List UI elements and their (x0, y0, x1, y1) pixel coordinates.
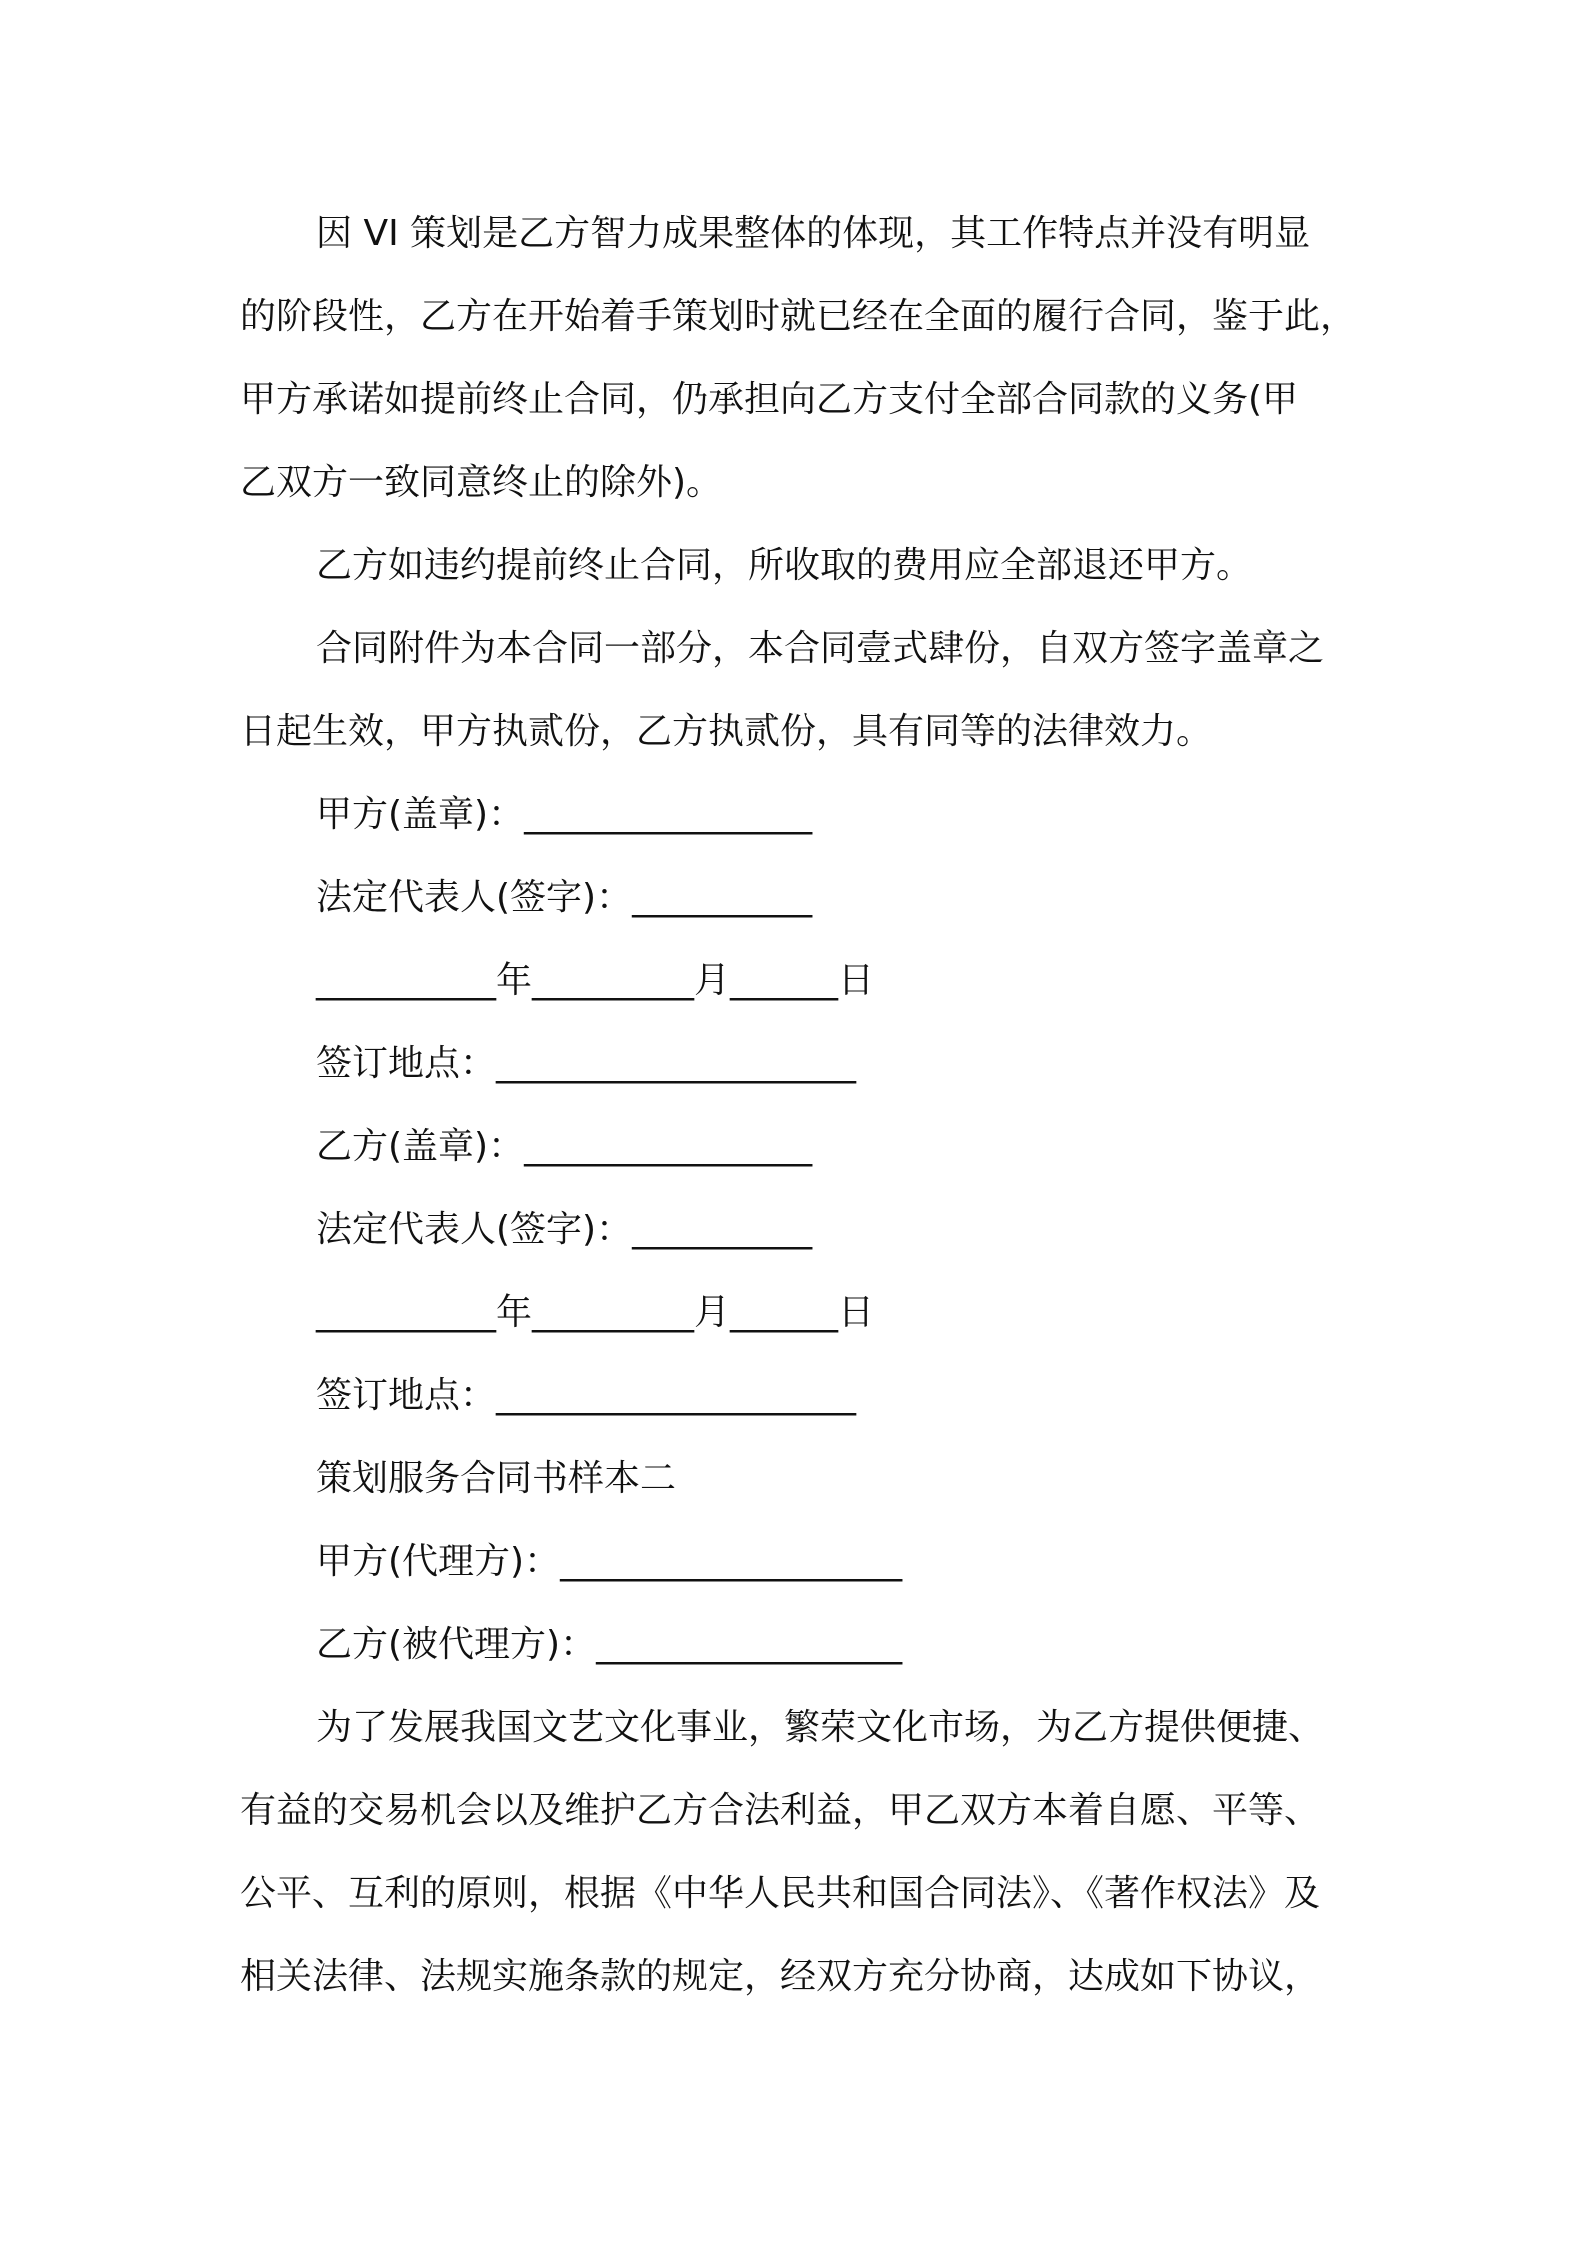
text-line: 公平、互利的原则，根据《中华人民共和国合同法》、《著作权法》及 (240, 1873, 1321, 1914)
date-field: __________年_________月______日 (316, 1292, 874, 1333)
section-title: 策划服务合同书样本二 (316, 1458, 677, 1499)
signature-field-representative: 法定代表人(签字)：__________ (316, 877, 813, 918)
text-line: 的阶段性，乙方在开始着手策划时就已经在全面的履行合同，鉴于此， (240, 296, 1357, 337)
text-line: 有益的交易机会以及维护乙方合法利益，甲乙双方本着自愿、平等、 (240, 1790, 1321, 1831)
text-line: 甲方承诺如提前终止合同，仍承担向乙方支付全部合同款的义务(甲 (240, 379, 1299, 420)
party-a-field: 甲方(代理方)：___________________ (316, 1541, 903, 1582)
text-line: 相关法律、法规实施条款的规定，经双方充分协商，达成如下协议， (240, 1956, 1321, 1997)
signature-field-representative: 法定代表人(签字)：__________ (316, 1209, 813, 1250)
party-b-field: 乙方(被代理方)：_________________ (316, 1624, 903, 1665)
text-line: 乙方如违约提前终止合同，所收取的费用应全部退还甲方。 (316, 545, 1253, 586)
text-line: 乙双方一致同意终止的除外)。 (240, 462, 723, 503)
text-line: 因 VI 策划是乙方智力成果整体的体现，其工作特点并没有明显 (316, 213, 1311, 254)
text-line: 合同附件为本合同一部分，本合同壹式肆份，自双方签字盖章之 (316, 628, 1325, 669)
signing-place-field: 签订地点：____________________ (316, 1043, 857, 1084)
signing-place-field: 签订地点：____________________ (316, 1375, 857, 1416)
text-line: 为了发展我国文艺文化事业，繁荣文化市场，为乙方提供便捷、 (316, 1707, 1325, 1748)
document-body (240, 192, 1357, 2018)
signature-field-party-a-seal: 甲方(盖章)：________________ (316, 794, 813, 835)
date-field: __________年_________月______日 (316, 960, 874, 1001)
text-line: 日起生效，甲方执贰份，乙方执贰份，具有同等的法律效力。 (240, 711, 1213, 752)
signature-field-party-b-seal: 乙方(盖章)：________________ (316, 1126, 813, 1167)
